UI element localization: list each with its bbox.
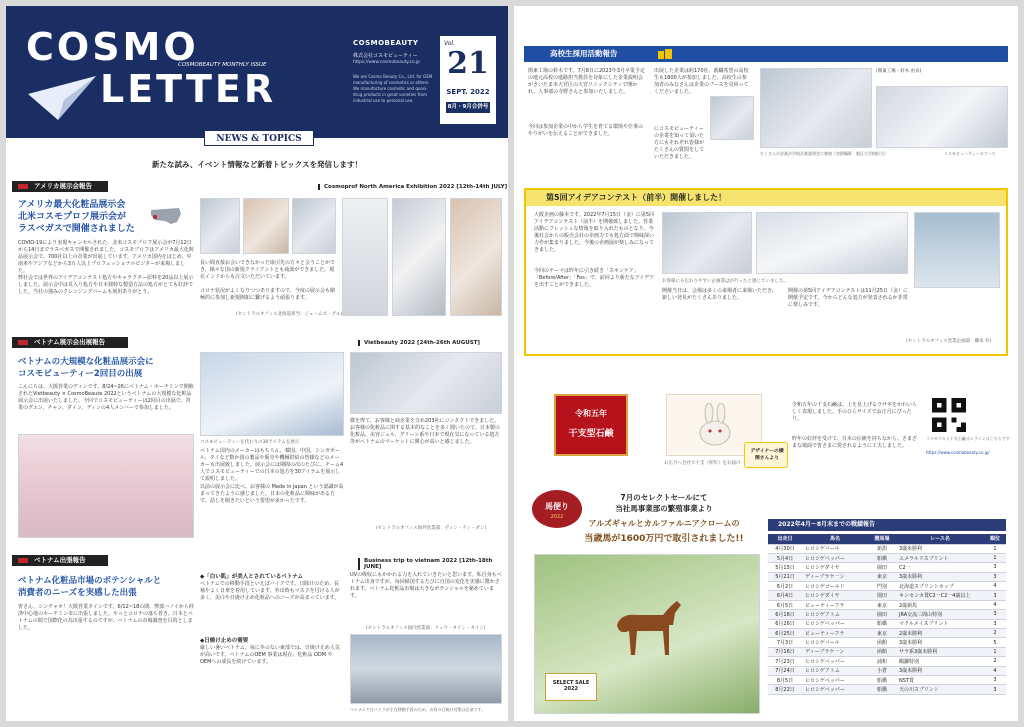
cell-rank: 4	[984, 600, 1006, 609]
cell-track: 門別	[868, 582, 896, 591]
news-topics-heading: NEWS & TOPICS	[204, 130, 314, 146]
cell-race: JRA交流三間山特別	[896, 610, 984, 619]
america-photo-staff	[243, 198, 289, 254]
cell-race: マクルメイスプリント	[896, 619, 984, 628]
america-photo-hall	[292, 198, 336, 254]
horse-headline-3: アルズギャルとカルファルニアクロームの	[588, 519, 740, 528]
table-row	[768, 582, 1006, 591]
qr-code-icon[interactable]	[932, 398, 966, 432]
recruit-body: 関東工場の鈴木です。7月8日に2023年3月卒業予定の地元高校の進路担当教員を対象にした企業説明会がさいたま市大宮区の大宮ソニックシティで開かれ、人事部の寺野さんと参加いたしました。	[528, 68, 645, 95]
vietnam-photo-visitors	[350, 352, 502, 414]
volume-box	[440, 36, 496, 124]
horse-photo	[534, 554, 760, 714]
vietnam-body-4: 微を得て、お客様と商企業を含め203社にコンタクトできました。お客様の化粧品に関する基本的なことを多く聞いたので、日本製の化粧品、美容ジェル、グリーン系や日本で現在気になっている処方等がベトナムのマーケットに関心が高いと感じました。	[350, 418, 500, 445]
cell-date: 7月24日	[768, 666, 802, 675]
results-body	[768, 544, 1006, 694]
product-title-1: 令和五年	[575, 408, 607, 418]
product-label	[554, 394, 628, 456]
cell-rank: 4	[984, 582, 1006, 591]
vol-number: 21	[447, 46, 489, 81]
masthead-subtitle: COSMOBEAUTY MONTHLY ISSUE	[178, 62, 267, 68]
cell-rank: 1	[984, 647, 1006, 656]
product-body-2: 昨年の好評を受けて、日本の伝統を持ちながら、さまざまな場面で皆さまに愛されるように工夫しました。	[792, 436, 917, 449]
idea-box	[524, 188, 1008, 356]
cell-rank: 3	[984, 685, 1006, 694]
table-row	[768, 675, 1006, 684]
col-track: 競馬場	[868, 534, 896, 544]
vietnam-biz-point-2: ◆日焼け止めの需要	[200, 638, 249, 644]
cell-rank: 3	[984, 591, 1006, 600]
america-body-3: 長い間直接お会いできなかった取引先の方々と会うことができ、様々な国の新規クライアントとも商談ができました。現在インドからも注文いただいています。	[200, 260, 336, 280]
cell-race: 北海道スプリントカップ	[896, 582, 984, 591]
idea-body-4: 開催の第5回アイデアコンテストは11月25日（金）に開催予定です。今からどんな処方が発表されるか非常に楽しみです。	[788, 288, 909, 308]
cell-date: 7月23日	[768, 657, 802, 666]
cell-date: 7月3日	[768, 638, 802, 647]
vietnam-photo-team	[18, 434, 194, 538]
col-date: 出走日	[768, 534, 802, 544]
recruit-credit: (関東工場・鈴木 由衣)	[876, 69, 922, 74]
cell-horse: ディープラケ一ン	[802, 647, 868, 656]
cell-race: 3歳未勝利	[896, 572, 984, 581]
cell-race: 3歳未勝利	[896, 638, 984, 647]
vietnam-body-3: 以前の展示会に比べ、お客様の Made in Japan という認識が高まってきたように感じました。日本の化粧品に興味がある方で、話しを聞きたいという要望が多かったです。	[200, 484, 344, 504]
qr-url[interactable]: https://www.cosmobeauty.co.jp/	[926, 450, 990, 455]
vietnam-biz-point-1-body: ベトナムでの移動手段といえばバイクです。日除けのため、長袖やよく日傘を着用しています。外出時もマスクを付ける人が多く、美白や日焼け止め化粧品へのニーズが高まっています。	[200, 581, 340, 601]
vietnam-biz-body: 皆さん、シンチャオ！大阪営業タインです。6/12~18の間、弊部ハノイから経済中心地のホーチミン市に出張しました。やっとコロナの落ち着き、日本とベトナムの間で国際化の為出張するのですが、ベトナムの市場調査を目的としました。	[18, 604, 194, 631]
cell-horse: ヒロシゲバール	[802, 638, 868, 647]
america-event: Cosmoprof North America Exhibition 2022 [12th-14th JULY]	[318, 184, 507, 190]
vietnam-photo-caption: コスモビューティーを代わりの30アイテムを展示	[200, 440, 300, 445]
horse-headline-4: 当歳馬が1600万円で取引されました!!	[584, 534, 744, 544]
america-photo-booth	[200, 198, 240, 254]
table-row	[768, 647, 1006, 656]
cell-date: 6月4日	[768, 591, 802, 600]
idea-photo-audience	[756, 212, 908, 274]
usa-map-icon	[149, 206, 183, 226]
product-body: 令和五年の干支石鹸は、上を見上げるウサギをかわいらしく表現しました。手のひらサイズでお正月にぴったり。	[792, 402, 918, 422]
recruit-photo-staff	[876, 86, 1008, 148]
vietnam-biz-event: Business trip to vietnam 2022 [12th-18th JUNE]	[358, 558, 508, 570]
masthead-about: We are Cosmo Beauty Co., Ltd. for OEM manufacturing of cosmetics or others. We manufacture cosmetic and quasi-drug products in great varieties from industrial use to personal use.	[353, 74, 433, 103]
idea-body: 大阪企画の藤本です。2022年7月15日（金）に第5回アイデアコンテスト（前半）を開催致しました。営業活動にフレッシュな情報を取り入れたものとなり、今後社会からの販売会社の企画力でも処方面で興味深い力作が集まりました。今後の企画展が楽しみになってきました。	[534, 212, 655, 253]
results-header-row	[768, 534, 1006, 544]
cell-race: 鶴鎌特別	[896, 657, 984, 666]
idea-title: 第5回アイデアコンテスト（前半）開催しました！	[546, 193, 727, 202]
masthead-title-line2: LETTER	[100, 67, 277, 111]
cell-race: サラ系3歳未勝利	[896, 647, 984, 656]
recruit-header	[524, 46, 1008, 62]
horse-headline-2: 当社馬事業部の繁殖事業より	[615, 504, 713, 513]
recruit-body-2: 今回は参加企業の中から学生を育てる環境や仕事のやりがいを伝えることができました。	[528, 124, 644, 137]
cell-rank: 5	[984, 638, 1006, 647]
idea-photo-speaker	[914, 212, 1000, 288]
cell-rank: 3	[984, 610, 1006, 619]
cell-race: 2歳新馬	[896, 600, 984, 609]
cell-race: キンセンカ賞C2一C2一4歳以上	[896, 591, 984, 600]
recruit-caption-1: たくさんの企業が学校企業説明会に参加（実際撮影：地区大学校担当）	[760, 151, 888, 156]
masthead-url: https://www.cosmobeauty.co.jp	[353, 60, 420, 65]
table-row	[768, 544, 1006, 553]
vietnam-biz-photo-caption: ベトナムではバイクが主な移動手段のため、お昼の日焼け対策は必須です。	[350, 707, 486, 712]
cell-rank: 3	[984, 675, 1006, 684]
issue-label: 8月・9月合併号	[446, 102, 490, 113]
vietnam-biz-point-1: ◆「白い肌」が美人とされているベトナム	[200, 574, 303, 580]
vietnam-biz-point-2-body: 厳しい暑いベトナム、毎に冬のない東部では、日焼け止め人気が高いです。ベトナムのOEM 事業は現在、化粧品 ODM やOEMへの成長を続けています。	[200, 645, 340, 665]
table-row	[768, 629, 1006, 638]
cell-race: エメラルドスプリント	[896, 553, 984, 562]
cell-date: 6月16日	[768, 610, 802, 619]
cell-rank: 2	[984, 629, 1006, 638]
vietnam-title-2: コスモビューティー2回目の出展	[18, 369, 143, 379]
vietnam-credit: (セントラルオフィス海外営業部：ディン・ティ・ダン)	[376, 526, 487, 531]
cell-race: NST賞	[896, 675, 984, 684]
table-row	[768, 572, 1006, 581]
idea-credit: (セントラルオフィス営業企画部：藤本 有)	[906, 339, 992, 344]
vietnam-title-1: ベトナムの大規模な化粧品展示会に	[18, 357, 154, 367]
cell-race: 3歳未勝利	[896, 544, 984, 553]
table-row	[768, 619, 1006, 628]
masthead-title-line1: COSMO	[26, 25, 199, 69]
cell-date: 6月26日	[768, 619, 802, 628]
masthead-brand: COSMOBEAUTY	[353, 39, 419, 47]
vietnam-biz-bar: ベトナム出張報告	[12, 555, 108, 566]
vietnam-biz-title-2: 消費者のニーズを実感した出張	[18, 588, 137, 598]
cell-track: 浦和	[868, 657, 896, 666]
idea-body-3: 開催当日は、会場は多くの来場者に来場いただき、新しい発見がたくさんありました。	[662, 288, 777, 301]
table-row	[768, 563, 1006, 572]
results-table	[768, 534, 1006, 695]
cell-horse: ヒロシゲバール	[802, 544, 868, 553]
cell-track: 船橋	[868, 619, 896, 628]
idea-body-2: 今回のテーマは昨年に引き続き「スキンケア」「Before/After」「Fes」で、前回より新たなアイデアを出すことができました。	[534, 268, 655, 288]
horse-icon	[607, 595, 687, 665]
table-row	[768, 657, 1006, 666]
america-photo-member	[450, 198, 502, 316]
cell-date: 6月5日	[768, 600, 802, 609]
vietnam-biz-credit: (セントラルオフィス国内営業部：リュウ・タイン・タイン)	[366, 626, 486, 631]
cell-race: 天の川スプリント	[896, 685, 984, 694]
cell-date: 4月30日	[768, 544, 802, 553]
cell-track: 園田	[868, 610, 896, 619]
table-row	[768, 553, 1006, 562]
table-row	[768, 638, 1006, 647]
recruit-body-4: にコスモビューティーの企業を知って頂いた方にもそれぞれ皆様がたくさんの質問をしていただきました。	[654, 126, 705, 160]
designer-label: デザイナーの横関さんより	[750, 449, 784, 461]
left-page	[6, 6, 508, 721]
cell-rank: 3	[984, 572, 1006, 581]
america-body-4: コロナ状況がよくなりつつありますので、今度の展示会も積極的に参加し新規開拓に繋げるよう頑張ります。	[200, 288, 335, 301]
cell-date: 8月5日	[768, 675, 802, 684]
vietnam-bar: ベトナム展示会出展報告	[12, 337, 128, 348]
cell-track: 小倉	[868, 666, 896, 675]
idea-photo-caption: お客様にも伝わりやすい企画書はが行ったと感じていました。	[662, 279, 788, 284]
america-title-3: ラスベガスで開催されました	[18, 224, 135, 234]
america-credit: (セントラルオフィス北海道担当：ジェームズ・グル)	[236, 312, 343, 317]
qr-text: コスモウルト干支石鹸オンラインはこちらです	[926, 436, 1010, 441]
cell-horse: ピューティーフラ	[802, 629, 868, 638]
cell-date: 6月2日	[768, 582, 802, 591]
cell-track: 新潟	[868, 544, 896, 553]
table-row	[768, 600, 1006, 609]
horse-badge-year: 2022	[550, 514, 564, 520]
cell-rank: 3	[984, 619, 1006, 628]
vietnam-body: こんにちは、大阪営業のディンです。8/24~26にベトナム・ホーチミンで開催されたVietbeauty × CosmoBeaute 2022というベトナムの大規模な化粧品展示会に出展いたしました。今回でコスモビューティーは2回目の出展で、営業のグエン、チャン、ダイン、ディンの4人メンバーで参加しました。	[18, 384, 194, 411]
vietnam-body-2: ベトナム国内のメーカーはもちろん、韓国、中国、シンガポール、タイなど数か国の製品や販売や機械供給の皆様などのメーカーも出展致しました。展示会には期間の次のたびに、チーム4人でコスモビューティーでの日本の処方を30アイテムを展示して説明しました。	[200, 448, 344, 482]
table-row	[768, 666, 1006, 675]
vietnam-biz-title-1: ベトナム化粧品市場のポテンシャルと	[18, 576, 162, 586]
recruit-caption-2: コスモビューティーのブース	[944, 151, 996, 156]
cell-horse: ヒロシゲペッパー	[802, 657, 868, 666]
table-row	[768, 685, 1006, 694]
cell-horse: ディープラケ一ン	[802, 572, 868, 581]
vol-label: Vol.	[444, 40, 455, 47]
cell-race: 3歳未勝利	[896, 666, 984, 675]
masthead-company: 株式会社コスモビューティー	[353, 53, 418, 59]
cell-horse: ヒロシゲアトム	[802, 610, 868, 619]
horse-badge-text: 馬便り	[545, 501, 569, 511]
america-photo-booth-front	[392, 198, 446, 316]
recruit-body-3: 出展した企業は約170社、就職希望の高校生も1800人が参加しました。高校生の参加者のみなさんは企業のブースを見回ってくださいました。	[654, 68, 749, 95]
cell-rank: 1	[984, 544, 1006, 553]
cell-horse: ヒロシゲペッパー	[802, 619, 868, 628]
news-lead: 新たな試み、イベント情報など新着トピックスを発信します！	[151, 160, 363, 169]
cell-track: 船橋	[868, 675, 896, 684]
idea-photo-presentation	[662, 212, 752, 274]
cell-horse: ヒロシゲゴールド	[802, 582, 868, 591]
cell-track: 船橋	[868, 553, 896, 562]
cell-horse: ヒロシゲダイヤ	[802, 563, 868, 572]
cell-track: 園田	[868, 563, 896, 572]
cell-horse: ヒロシゲダイヤ	[802, 591, 868, 600]
rabbit-soap-icon	[695, 403, 735, 447]
idea-title-bar	[526, 190, 1006, 206]
col-rank: 順位	[984, 534, 1006, 544]
cell-date: 5月21日	[768, 572, 802, 581]
cell-track: 船橋	[868, 685, 896, 694]
cell-track: 函館	[868, 647, 896, 656]
issue-date: SEPT. 2022	[446, 88, 490, 96]
cell-horse: ヒロシゲアトム	[802, 666, 868, 675]
building-icon	[658, 49, 672, 59]
horse-headline-1: 7月のセレクトセールにて	[620, 493, 708, 502]
cell-rank: 4	[984, 666, 1006, 675]
cell-date: 5月15日	[768, 563, 802, 572]
product-caption: お正月へ会社で干支（卯年）をお届け	[664, 461, 741, 466]
table-row	[768, 591, 1006, 600]
results-title: 2022年4月～8月末までの戦績報告	[768, 519, 1006, 531]
cell-date: 6月25日	[768, 629, 802, 638]
right-page	[514, 6, 1018, 721]
product-title-2: 干支型石鹸	[568, 429, 614, 439]
col-race: レース名	[896, 534, 984, 544]
america-photo-team	[342, 198, 388, 316]
cell-date: 7月16日	[768, 647, 802, 656]
cell-track: 東京	[868, 600, 896, 609]
cell-race: 2歳未勝利	[896, 629, 984, 638]
recruit-photo-hall	[760, 68, 872, 148]
vietnam-photo-products	[200, 352, 344, 436]
cell-track: 東京	[868, 572, 896, 581]
paper-plane-icon	[28, 74, 98, 124]
america-bar: アメリカ展示会報告	[12, 181, 108, 192]
america-body: COVID-19により実現キャンセルされた、北米コスモプロフ展示会が7月12日から14日までラスベガスで開催されました。コスモプロフはアメリカ最大化粧品展示会で、700社以上の企業が出展しています。アメリカ国内をはじめ、中南米やアジアなどから3万人以上プロフェッショナルビジターが来場しました。	[18, 240, 194, 274]
recruit-photo-booth	[710, 96, 754, 140]
cell-date: 8月22日	[768, 685, 802, 694]
cell-track: 函館	[868, 638, 896, 647]
masthead	[6, 6, 508, 138]
cell-rank: 2	[984, 657, 1006, 666]
america-title-1: アメリカ最大化粧品展示会	[18, 200, 126, 210]
cell-rank: 3	[984, 563, 1006, 572]
vietnam-biz-point-3-body: UVの吸収にもかかわる力を入れていきたいと思います。私自身もベトナム出身ですが、毎回帰国するたびに自国の変化を実感に驚かされます。ベトナム化粧品市場は大きなポテンシャルを秘めています。	[350, 572, 502, 599]
select-sale-sign: SELECT SALE 2022	[545, 673, 597, 701]
cell-track: 園田	[868, 591, 896, 600]
america-title-2: 北米コスモプロフ展示会が	[18, 212, 127, 222]
cell-race: C2一	[896, 563, 984, 572]
cell-rank: 1	[984, 553, 1006, 562]
cell-horse: ヒロシゲペッパー	[802, 685, 868, 694]
designer-badge	[744, 442, 788, 468]
col-horse: 馬名	[802, 534, 868, 544]
vietnam-biz-photo-street	[350, 634, 502, 704]
cell-horse: ヒロシゲペッパー	[802, 553, 868, 562]
vietnam-event: Vietbeauty 2022 [24th-26th AUGUST]	[358, 340, 480, 346]
recruit-title: 高校生採用活動報告	[550, 49, 618, 58]
table-row	[768, 610, 1006, 619]
cell-horse: ヒロシゲペッパー	[802, 675, 868, 684]
cell-track: 東京	[868, 629, 896, 638]
results-table-wrap	[768, 534, 1006, 695]
america-body-2: 弊社会では世界のアイデアコンテスト処方やキャラクター原料を20品以上展示しました。展示会中は見入り処方や日本独特な製造方法の処方がとても好評でした。当社の強みのクレンジングバームも刻用ありがとう。	[18, 275, 194, 295]
cell-date: 5月4日	[768, 553, 802, 562]
cell-horse: ピューティーフラ	[802, 600, 868, 609]
